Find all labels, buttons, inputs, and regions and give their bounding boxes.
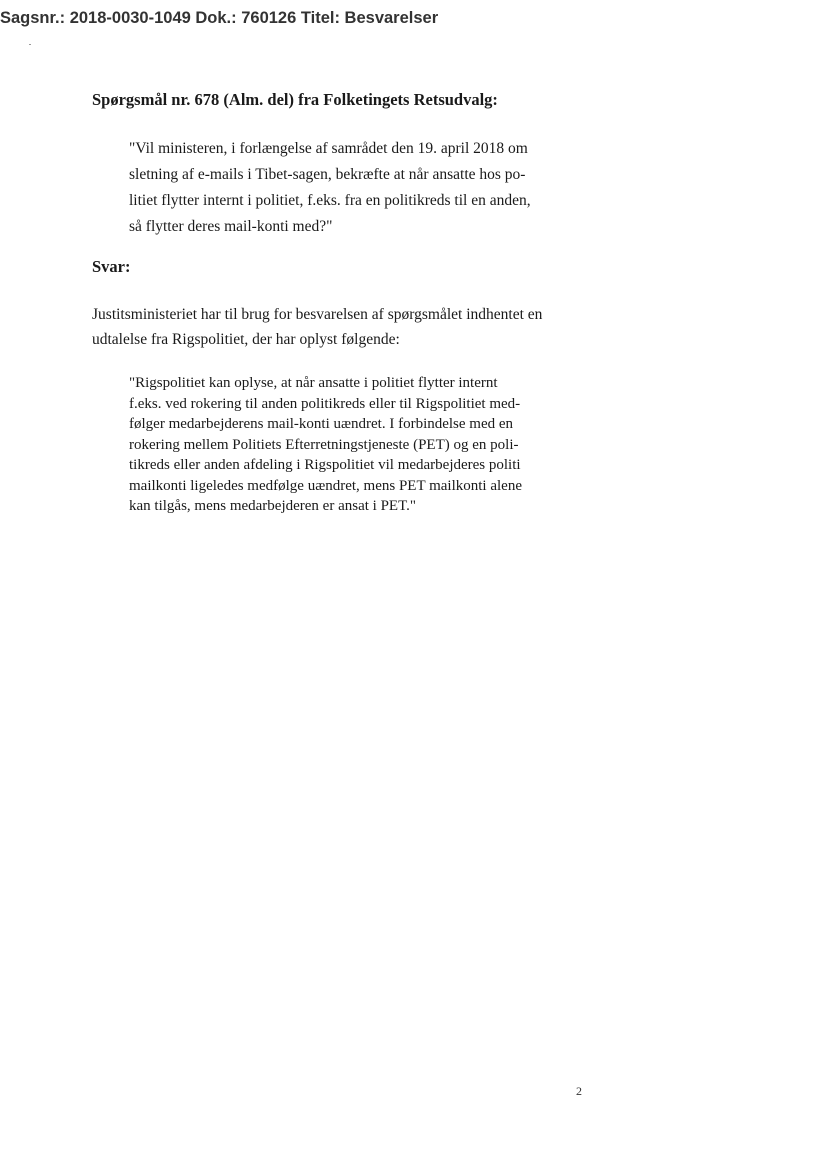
- answer-quote-line: følger medarbejderens mail-konti uændret. I forbindelse med en: [129, 416, 514, 432]
- question-quote: [129, 136, 531, 240]
- answer-quote-line: tikreds eller anden afdeling i Rigspolitiet vil medarbejderes politi: [129, 457, 521, 473]
- answer-quote: [129, 373, 522, 517]
- question-quote-line: så flytter deres mail-konti med?": [129, 218, 333, 235]
- answer-quote-line: rokering mellem Politiets Efterretningstjeneste (PET) og en poli-: [129, 436, 519, 453]
- answer-quote-line: mailkonti ligeledes medfølge uændret, mens PET mailkonti alene: [129, 477, 522, 494]
- scan-speck: [29, 44, 31, 45]
- page-number: 2: [576, 1084, 582, 1098]
- answer-quote-line: f.eks. ved rokering til anden politikreds eller til Rigspolitiet med-: [129, 395, 521, 412]
- answer-intro-line: udtalelse fra Rigspolitiet, der har oplyst følgende:: [92, 331, 400, 348]
- question-quote-line: litiet flytter internt i politiet, f.eks. fra en politikreds til en anden,: [129, 192, 531, 209]
- answer-quote-line: "Rigspolitiet kan oplyse, at når ansatte i politiet flytter internt: [129, 375, 498, 391]
- answer-quote-line: kan tilgås, mens medarbejderen er ansat i PET.": [129, 498, 416, 514]
- question-quote-line: sletning af e-mails i Tibet-sagen, bekræfte at når ansatte hos po-: [129, 166, 526, 183]
- answer-intro: [92, 302, 542, 352]
- question-quote-line: "Vil ministeren, i forlængelse af samrådet den 19. april 2018 om: [129, 140, 528, 157]
- document-header: Sagsnr.: 2018-0030-1049 Dok.: 760126 Titel: Besvarelser: [0, 9, 439, 27]
- question-heading: Spørgsmål nr. 678 (Alm. del) fra Folketingets Retsudvalg:: [92, 90, 498, 109]
- answer-intro-line: Justitsministeriet har til brug for besvarelsen af spørgsmålet indhentet en: [92, 306, 543, 323]
- answer-heading: Svar:: [92, 257, 131, 276]
